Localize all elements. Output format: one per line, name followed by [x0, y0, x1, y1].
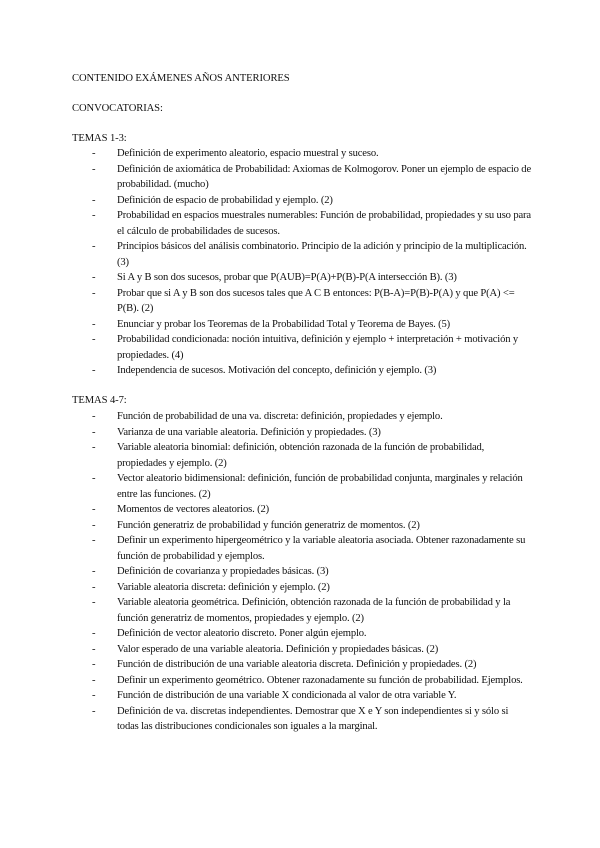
list-item-text: Independencia de sucesos. Motivación del concepto, definición y ejemplo. (3): [117, 365, 437, 376]
dash-bullet-icon: -: [92, 690, 96, 701]
list-item-text: Probabilidad condicionada: noción intuitiva, definición y ejemplo + interpretación + motivación y propiedades. (4): [117, 334, 519, 361]
list-item: [92, 564, 532, 580]
list-item: [92, 286, 532, 317]
list-item-text: Probar que si A y B son dos sucesos tales que A C B entonces: P(B-A)=P(B)-P(A) y que P(A) <= P(B). (2): [117, 287, 515, 314]
dash-bullet-icon: -: [92, 566, 96, 577]
list-item: [92, 626, 532, 642]
list-item-text: Definición de covarianza y propiedades básicas. (3): [117, 566, 329, 577]
list-item-text: Si A y B son dos sucesos, probar que P(AUB)=P(A)+P(B)-P(A intersección B). (3): [117, 272, 457, 283]
list-item: [92, 518, 532, 534]
list-item-text: Variable aleatoria discreta: definición y ejemplo. (2): [117, 581, 330, 593]
dash-bullet-icon: -: [92, 318, 96, 330]
list-item: [92, 363, 532, 379]
list-item: [92, 425, 532, 441]
list-item: [92, 642, 532, 658]
list-item: [92, 688, 532, 704]
list-item: [92, 673, 532, 689]
list-item: [92, 502, 532, 518]
list-item: [92, 580, 532, 596]
dash-bullet-icon: -: [92, 442, 96, 453]
list-item: [92, 533, 532, 564]
list-item-text: Función de probabilidad de una va. discreta: definición, propiedades y ejemplo.: [117, 411, 443, 422]
list-item-text: Definición de experimento aleatorio, espacio muestral y suceso.: [117, 148, 379, 159]
list-item: [92, 440, 532, 471]
list-item-text: Definición de axiomática de Probabilidad: Axiomas de Kolmogorov. Poner un ejemplo de espacio de probabilidad. (mucho): [117, 163, 532, 190]
list-item: [92, 146, 532, 162]
list-item: [92, 595, 532, 626]
list-item-text: Definición de va. discretas independientes. Demostrar que X e Y son independientes si y sólo si todas las distribuciones condicionales son iguales a la marginal.: [117, 705, 509, 732]
dash-bullet-icon: -: [92, 597, 96, 608]
dash-bullet-icon: -: [92, 365, 96, 376]
dash-bullet-icon: -: [92, 674, 96, 686]
dash-bullet-icon: -: [92, 581, 96, 593]
dash-bullet-icon: -: [92, 148, 96, 159]
dash-bullet-icon: -: [92, 473, 96, 484]
list-item: [92, 239, 532, 270]
dash-bullet-icon: -: [92, 241, 96, 252]
dash-bullet-icon: -: [92, 535, 96, 546]
list-item-text: Varianza de una variable aleatoria. Definición y propiedades. (3): [117, 426, 381, 438]
list-item: [92, 193, 532, 209]
list-item-text: Definir un experimento geométrico. Obtener razonadamente su función de probabilidad. Ejemplos.: [117, 674, 523, 686]
list-item-text: Función de distribución de una variable X condicionada al valor de otra variable Y.: [117, 690, 457, 701]
dash-bullet-icon: -: [92, 411, 96, 422]
dash-bullet-icon: -: [92, 210, 96, 221]
list-item-text: Función de distribución de una variable aleatoria discreta. Definición y propiedades. (2): [117, 659, 477, 670]
list-item: [92, 317, 532, 333]
section-heading-temas-4-7: TEMAS 4-7:: [72, 395, 127, 406]
dash-bullet-icon: -: [92, 334, 96, 345]
dash-bullet-icon: -: [92, 163, 96, 175]
list-item: [92, 332, 532, 363]
dash-bullet-icon: -: [92, 659, 96, 670]
dash-bullet-icon: -: [92, 705, 96, 717]
list-item-text: Momentos de vectores aleatorios. (2): [117, 504, 269, 515]
list-item: [92, 471, 532, 502]
list-item-text: Probabilidad en espacios muestrales numerables: Función de probabilidad, propiedades y su uso para el cálculo de probabilidades de sucesos.: [117, 210, 531, 237]
list-item-text: Función generatriz de probabilidad y función generatriz de momentos. (2): [117, 519, 420, 531]
list-item: [92, 208, 532, 239]
dash-bullet-icon: -: [92, 628, 96, 639]
dash-bullet-icon: -: [92, 643, 96, 655]
dash-bullet-icon: -: [92, 287, 96, 299]
dash-bullet-icon: -: [92, 194, 96, 206]
list-item-text: Vector aleatorio bidimensional: definición, función de probabilidad conjunta, marginales y relación entre las funciones. (2): [117, 473, 523, 500]
list-item-text: Variable aleatoria geométrica. Definición, obtención razonada de la función de probabilidad y la función generatriz de momentos, propiedades y ejemplo. (2): [117, 597, 511, 624]
list-item: [92, 270, 532, 286]
dash-bullet-icon: -: [92, 426, 96, 438]
list-item: [92, 657, 532, 673]
dash-bullet-icon: -: [92, 272, 96, 283]
convocatorias-label: CONVOCATORIAS:: [72, 103, 163, 114]
section-heading-temas-1-3: TEMAS 1-3:: [72, 133, 127, 144]
list-item-text: Definición de espacio de probabilidad y ejemplo. (2): [117, 194, 333, 206]
list-item: [92, 409, 532, 425]
list-item-text: Principios básicos del análisis combinatorio. Principio de la adición y principio de la multiplicación. (3): [117, 241, 527, 268]
list-item-text: Definición de vector aleatorio discreto. Poner algún ejemplo.: [117, 628, 367, 639]
dash-bullet-icon: -: [92, 504, 96, 515]
list-item-text: Definir un experimento hipergeométrico y la variable aleatoria asociada. Obtener razonadamente su función de probabilidad y ejemplos.: [117, 535, 526, 562]
list-item: [92, 704, 532, 735]
dash-bullet-icon: -: [92, 519, 96, 531]
topic-list-temas-1-3: [92, 146, 532, 379]
list-item-text: Valor esperado de una variable aleatoria. Definición y propiedades básicas. (2): [117, 643, 439, 655]
list-item: [92, 162, 532, 193]
topic-list-temas-4-7: [92, 409, 532, 735]
list-item-text: Variable aleatoria binomial: definición, obtención razonada de la función de probabilidad, propiedades y ejemplo. (2): [117, 442, 485, 469]
list-item-text: Enunciar y probar los Teoremas de la Probabilidad Total y Teorema de Bayes. (5): [117, 318, 451, 330]
document-title: CONTENIDO EXÁMENES AÑOS ANTERIORES: [72, 73, 290, 84]
